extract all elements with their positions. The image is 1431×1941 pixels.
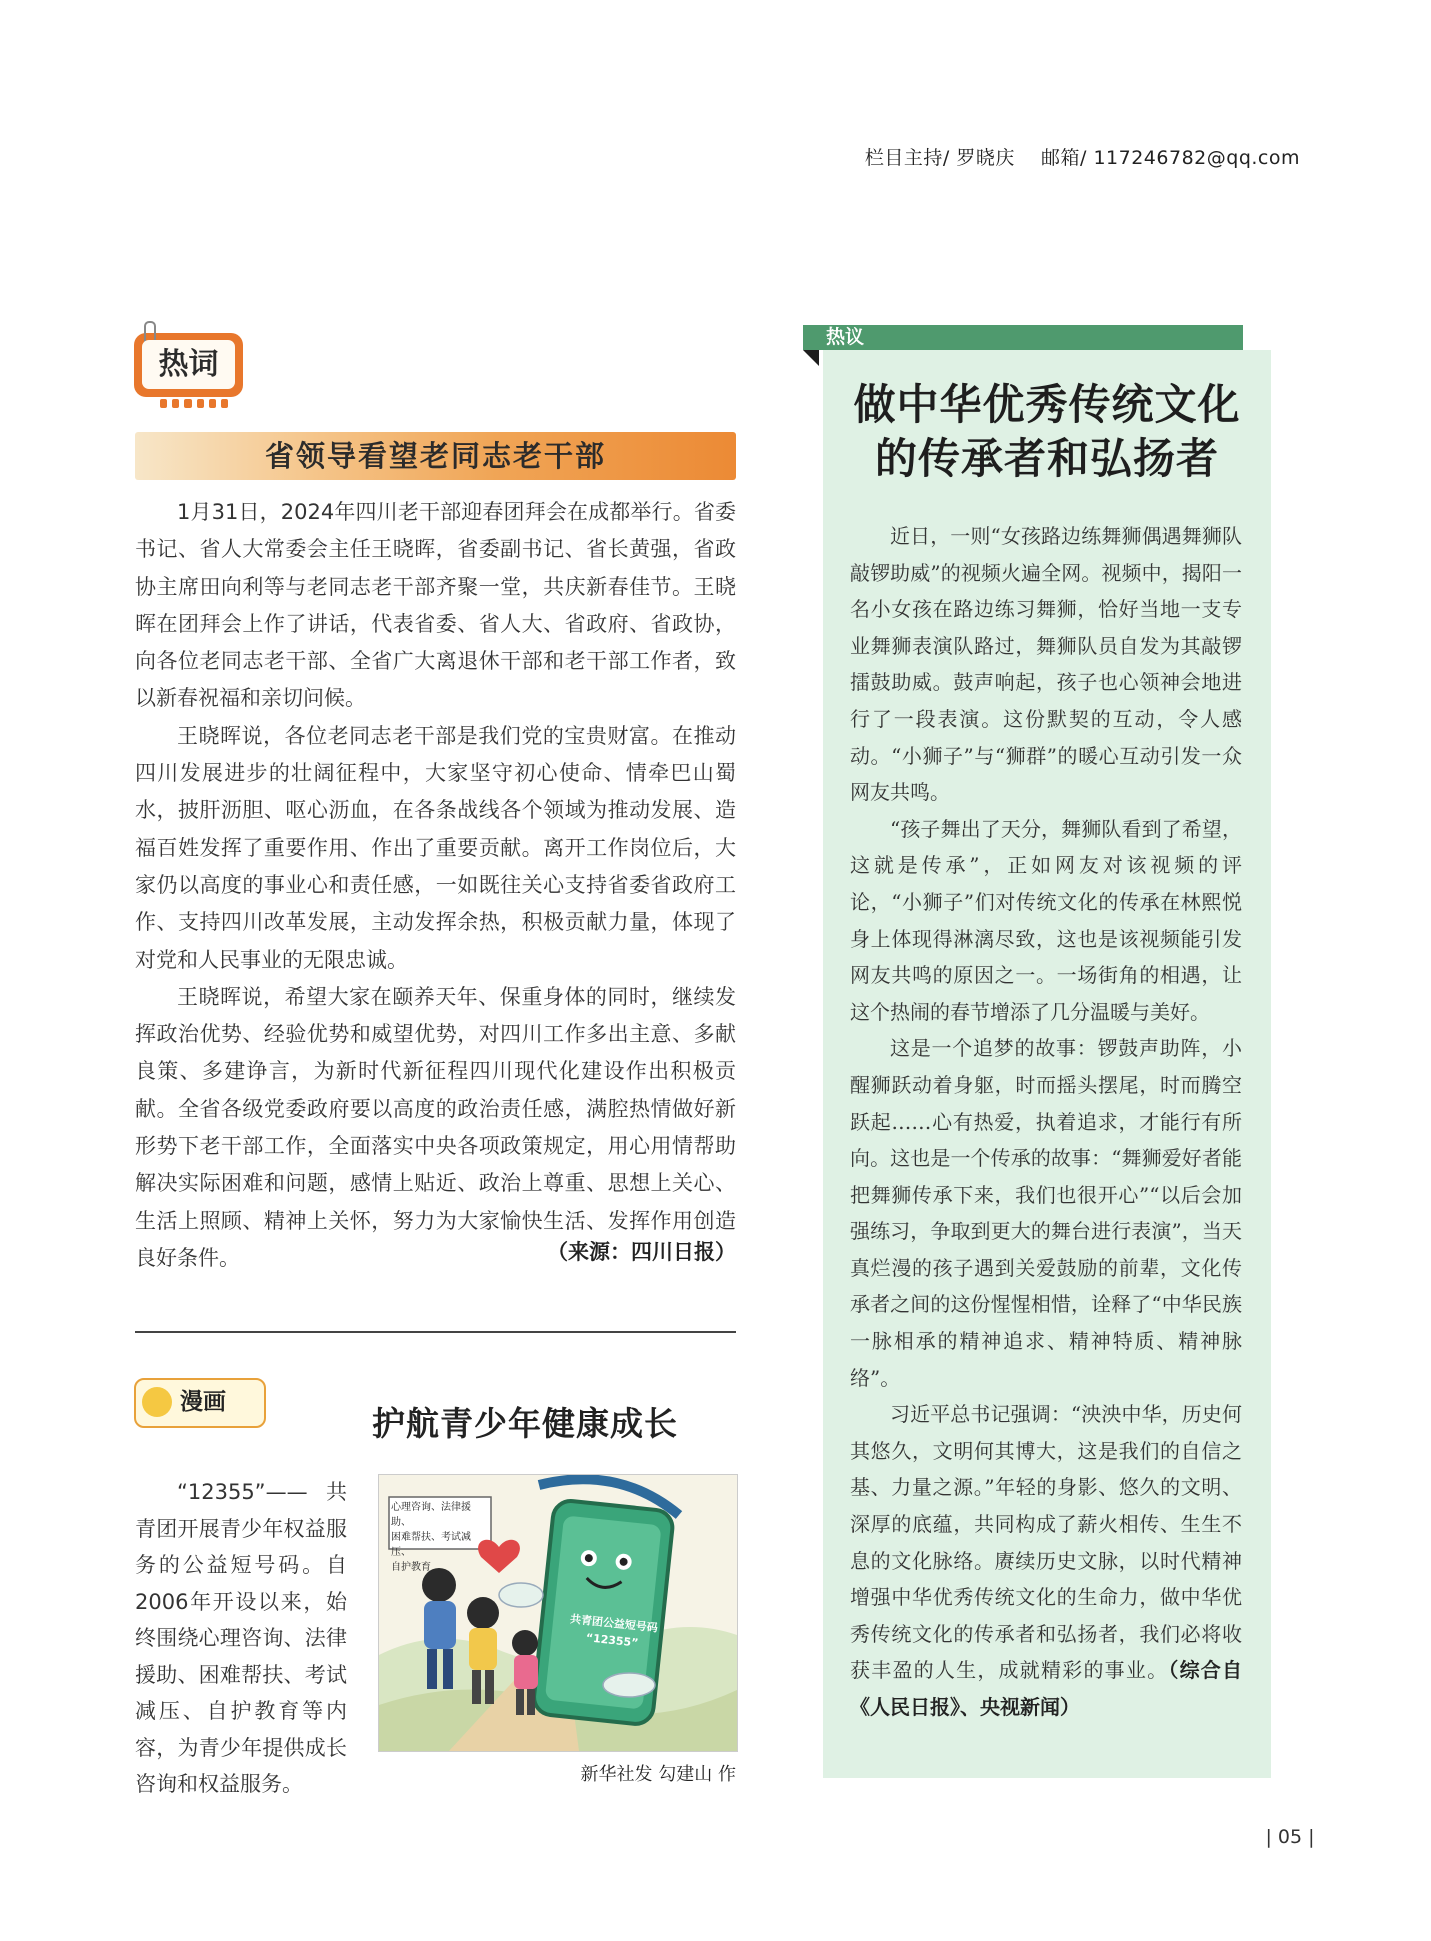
cartoon-badge-label: 漫画: [180, 1389, 226, 1415]
column-email-label: 邮箱/ 117246782@qq.com: [1041, 147, 1300, 169]
section1-title: 省领导看望老同志老干部: [135, 432, 736, 480]
cartoon-caption: 新华社发 勾建山 作: [580, 1764, 736, 1785]
hot-topic-title-line-1: 做中华优秀传统文化: [853, 380, 1241, 429]
hot-topic-paragraph-1: 近日，一则“女孩路边练舞狮偶遇舞狮队敲锣助威”的视频火遍全网。视频中，揭阳一名小女孩在路边练习舞狮，恰好当地一支专业舞狮表演队路过，舞狮队员自发为其敲锣擂鼓助威。鼓声响起，孩子也心领神会地进行了一段表演。这份默契的互动，令人感动。“小狮子”与“狮群”的暖心互动引发一众网友共鸣。: [850, 524, 1242, 805]
hot-topic-paragraph-4: [850, 1396, 1242, 1725]
hot-topic-body: [850, 518, 1242, 1726]
section1-paragraph-2: 王晓晖说，各位老同志老干部是我们党的宝贵财富。在推动四川发展进步的壮阔征程中，大家坚守初心使命、情牵巴山蜀水，披肝沥胆、呕心沥血，在各条战线各个领域为推动发展、造福百姓发挥了重要作用、作出了重要贡献。离开工作岗位后，大家仍以高度的事业心和责任感，一如既往关心支持省委省政府工作、支持四川改革发展，主动发挥余热，积极贡献力量，体现了对党和人民事业的无限忠诚。: [135, 723, 736, 972]
hot-topic-title: [823, 378, 1271, 486]
hot-topic-paragraph-4-text: 习近平总书记强调：“泱泱中华，历史何其悠久，文明何其博大，这是我们的自信之基、力量之源。”年轻的身影、悠久的文明、深厚的底蕴，共同构成了薪火相传、生生不息的文化脉络。赓续历史文脉，以时代精神增强中华优秀传统文化的生命力，做中华优秀传统文化的传承者和弘扬者，我们必将收获丰盈的人生，成就精彩的事业。: [850, 1402, 1242, 1683]
page-number: | 05 |: [1265, 1826, 1315, 1848]
hot-word-badge: [134, 333, 243, 397]
cartoon-phone-line-2: “12355”: [585, 1631, 640, 1650]
cartoon-sign-line-1: 心理咨询、法律援助、: [391, 1502, 471, 1528]
hot-topic-tab-label: 热议: [826, 326, 865, 348]
column-host-label: 栏目主持/ 罗晓庆: [864, 147, 1015, 169]
hot-topic-source: （综合自《人民日报》、央视新闻）: [850, 1658, 1243, 1719]
cartoon-sign-line-2: 困难帮扶、考试减压、: [391, 1532, 471, 1558]
cartoon-phone-line-1: 共青团公益短号码: [569, 1612, 659, 1635]
section2-body: [135, 1474, 347, 1803]
badge-dots-decoration: [160, 399, 228, 411]
section1-body: [135, 494, 736, 1277]
hot-topic-paragraph-2: “孩子舞出了天分，舞狮队看到了希望，这就是传承”，正如网友对该视频的评论，“小狮子”们对传统文化的传承在林熙悦身上体现得淋漓尽致，这也是该视频能引发网友共鸣的原因之一。一场街角的相遇，让这个热闹的春节增添了几分温暖与美好。: [850, 816, 1242, 1024]
section2-paragraph: “12355”—— 共青团开展青少年权益服务的公益短号码。自2006年开设以来，始终围绕心理咨询、法律援助、困难帮扶、考试减压、自护教育等内容，为青少年提供成长咨询和权益服务。: [135, 1480, 347, 1796]
cartoon-badge: [134, 1378, 266, 1428]
section1-paragraph-1: 1月31日，2024年四川老干部迎春团拜会在成都举行。省委书记、省人大常委会主任王晓晖，省委副书记、省长黄强，省政协主席田向利等与老同志老干部齐聚一堂，共庆新春佳节。王晓晖在团拜会上作了讲话，代表省委、省人大、省政府、省政协，向各位老同志老干部、全省广大离退休干部和老干部工作者，致以新春祝福和亲切问候。: [135, 500, 736, 711]
hot-topic-title-line-2: 的传承者和弘扬者: [874, 434, 1219, 483]
hot-word-badge-label: 热词: [142, 340, 235, 389]
cartoon-sign-line-3: 自护教育: [391, 1562, 431, 1573]
section2-title: 护航青少年健康成长: [372, 1404, 678, 1443]
tab-fold-decoration: [803, 350, 819, 366]
hot-topic-paragraph-3: 这是一个追梦的故事：锣鼓声助阵，小醒狮跃动着身躯，时而摇头摆尾，时而腾空跃起……心有热爱，执着追求，才能行有所向。这也是一个传承的故事：“舞狮爱好者能把舞狮传承下来，我们也很开心”“以后会加强练习，争取到更大的舞台进行表演”，当天真烂漫的孩子遇到关爱鼓励的前辈，文化传承者之间的这份惺惺相惜，诠释了“中华民族一脉相承的精神追求、精神特质、精神脉络”。: [850, 1036, 1242, 1390]
section1-source: （来源：四川日报）: [547, 1240, 736, 1264]
hot-topic-tab: [803, 325, 1243, 350]
cartoon-sign-text: [391, 1500, 489, 1575]
section-divider: [135, 1331, 736, 1333]
cartoon-illustration: [378, 1474, 738, 1752]
cartoon-icon: [142, 1387, 172, 1417]
section1-paragraph-3: 王晓晖说，希望大家在颐养天年、保重身体的同时，继续发挥政治优势、经验优势和威望优势，对四川工作多出主意、多献良策、多建诤言，为新时代新征程四川现代化建设作出积极贡献。全省各级党委政府要以高度的政治责任感，满腔热情做好新形势下老干部工作，全面落实中央各项政策规定，用心用情帮助解决实际困难和问题，感情上贴近、政治上尊重、思想上关心、生活上照顾、精神上关怀，努力为大家愉快生活、发挥作用创造良好条件。: [135, 984, 736, 1270]
column-host-line: [700, 143, 1300, 170]
